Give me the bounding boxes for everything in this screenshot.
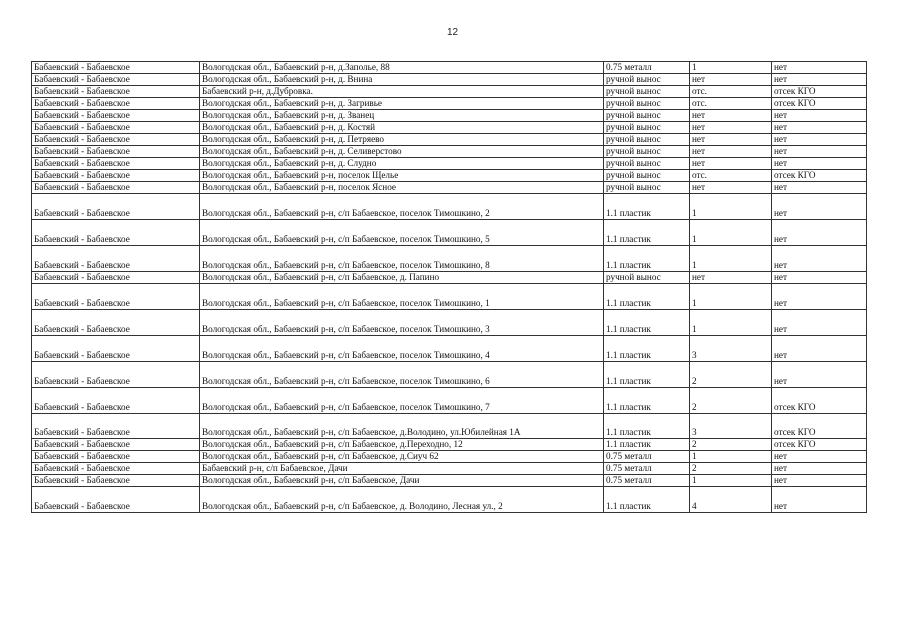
container-type-cell: ручной вынос <box>604 182 690 194</box>
address-cell: Вологодская обл., Бабаевский р-н, поселок Щелье <box>200 170 604 182</box>
container-type-cell: ручной вынос <box>604 110 690 122</box>
table-row <box>32 170 867 182</box>
kgo-cell: нет <box>772 336 867 362</box>
settlement-cell: Бабаевский - Бабаевское <box>32 475 200 487</box>
container-type-cell: 1.1 пластик <box>604 246 690 272</box>
address-cell: Вологодская обл., Бабаевский р-н, поселок Ясное <box>200 182 604 194</box>
table-row <box>32 86 867 98</box>
settlement-cell: Бабаевский - Бабаевское <box>32 310 200 336</box>
kgo-cell: нет <box>772 246 867 272</box>
settlement-cell: Бабаевский - Бабаевское <box>32 336 200 362</box>
settlement-cell: Бабаевский - Бабаевское <box>32 134 200 146</box>
table-row <box>32 134 867 146</box>
kgo-cell: нет <box>772 110 867 122</box>
kgo-cell: отсек КГО <box>772 388 867 414</box>
address-cell: Вологодская обл., Бабаевский р-н, д. Селиверстово <box>200 146 604 158</box>
kgo-cell: нет <box>772 146 867 158</box>
container-count-cell: нет <box>690 146 772 158</box>
table-row <box>32 487 867 513</box>
address-cell: Бабаевский р-н, с/п Бабаевское, Дачи <box>200 463 604 475</box>
kgo-cell: нет <box>772 182 867 194</box>
container-type-cell: 1.1 пластик <box>604 194 690 220</box>
address-cell: Вологодская обл., Бабаевский р-н, д. Костяй <box>200 122 604 134</box>
settlement-cell: Бабаевский - Бабаевское <box>32 451 200 463</box>
container-count-cell: отс. <box>690 98 772 110</box>
container-type-cell: 0.75 металл <box>604 463 690 475</box>
settlement-cell: Бабаевский - Бабаевское <box>32 182 200 194</box>
address-cell: Бабаевский р-н, д.Дубровка. <box>200 86 604 98</box>
container-count-cell: 2 <box>690 439 772 451</box>
table-row <box>32 220 867 246</box>
kgo-cell: нет <box>772 220 867 246</box>
table-row <box>32 414 867 439</box>
address-cell: Вологодская обл., Бабаевский р-н, с/п Бабаевское, поселок Тимошкино, 4 <box>200 336 604 362</box>
address-cell: Вологодская обл., Бабаевский р-н, с/п Бабаевское, поселок Тимошкино, 6 <box>200 362 604 388</box>
container-type-cell: ручной вынос <box>604 98 690 110</box>
container-type-cell: 1.1 пластик <box>604 310 690 336</box>
address-cell: Вологодская обл., Бабаевский р-н, д. Петряево <box>200 134 604 146</box>
container-count-cell: 1 <box>690 62 772 74</box>
settlement-cell: Бабаевский - Бабаевское <box>32 62 200 74</box>
kgo-cell: нет <box>772 475 867 487</box>
container-count-cell: нет <box>690 182 772 194</box>
kgo-cell: нет <box>772 310 867 336</box>
container-count-cell: нет <box>690 110 772 122</box>
kgo-cell: нет <box>772 284 867 310</box>
table-body <box>32 62 867 513</box>
kgo-cell: отсек КГО <box>772 439 867 451</box>
container-type-cell: 0.75 металл <box>604 475 690 487</box>
settlement-cell: Бабаевский - Бабаевское <box>32 170 200 182</box>
address-cell: Вологодская обл., Бабаевский р-н, д.Заполье, 88 <box>200 62 604 74</box>
kgo-cell: нет <box>772 158 867 170</box>
container-count-cell: 3 <box>690 414 772 439</box>
address-cell: Вологодская обл., Бабаевский р-н, с/п Бабаевское, поселок Тимошкино, 5 <box>200 220 604 246</box>
address-cell: Вологодская обл., Бабаевский р-н, с/п Бабаевское, поселок Тимошкино, 8 <box>200 246 604 272</box>
container-count-cell: отс. <box>690 86 772 98</box>
settlement-cell: Бабаевский - Бабаевское <box>32 110 200 122</box>
container-count-cell: нет <box>690 74 772 86</box>
settlement-cell: Бабаевский - Бабаевское <box>32 272 200 284</box>
settlement-cell: Бабаевский - Бабаевское <box>32 74 200 86</box>
container-count-cell: нет <box>690 272 772 284</box>
settlement-cell: Бабаевский - Бабаевское <box>32 98 200 110</box>
address-cell: Вологодская обл., Бабаевский р-н, с/п Бабаевское, д. Папино <box>200 272 604 284</box>
page-number: 12 <box>446 27 459 38</box>
container-type-cell: ручной вынос <box>604 170 690 182</box>
settlement-cell: Бабаевский - Бабаевское <box>32 122 200 134</box>
table-row <box>32 310 867 336</box>
settlement-cell: Бабаевский - Бабаевское <box>32 246 200 272</box>
kgo-cell: нет <box>772 487 867 513</box>
settlement-cell: Бабаевский - Бабаевское <box>32 388 200 414</box>
container-count-cell: 3 <box>690 336 772 362</box>
settlement-cell: Бабаевский - Бабаевское <box>32 146 200 158</box>
kgo-cell: отсек КГО <box>772 414 867 439</box>
kgo-cell: нет <box>772 134 867 146</box>
table-row <box>32 284 867 310</box>
table-row <box>32 246 867 272</box>
container-count-cell: 2 <box>690 463 772 475</box>
container-type-cell: ручной вынос <box>604 158 690 170</box>
table-row <box>32 475 867 487</box>
table-row <box>32 194 867 220</box>
kgo-cell: нет <box>772 451 867 463</box>
address-cell: Вологодская обл., Бабаевский р-н, с/п Бабаевское, д.Переходно, 12 <box>200 439 604 451</box>
container-count-cell: 1 <box>690 284 772 310</box>
container-type-cell: 0.75 металл <box>604 451 690 463</box>
container-count-cell: 1 <box>690 475 772 487</box>
container-type-cell: 0.75 металл <box>604 62 690 74</box>
container-type-cell: ручной вынос <box>604 146 690 158</box>
container-count-cell: 2 <box>690 362 772 388</box>
kgo-cell: отсек КГО <box>772 98 867 110</box>
container-type-cell: 1.1 пластик <box>604 487 690 513</box>
table-row <box>32 336 867 362</box>
kgo-cell: нет <box>772 463 867 475</box>
container-count-cell: нет <box>690 134 772 146</box>
address-cell: Вологодская обл., Бабаевский р-н, с/п Бабаевское, поселок Тимошкино, 2 <box>200 194 604 220</box>
container-type-cell: ручной вынос <box>604 86 690 98</box>
container-type-cell: ручной вынос <box>604 134 690 146</box>
container-type-cell: ручной вынос <box>604 74 690 86</box>
container-count-cell: 1 <box>690 310 772 336</box>
kgo-cell: нет <box>772 194 867 220</box>
table-row <box>32 463 867 475</box>
container-type-cell: 1.1 пластик <box>604 336 690 362</box>
settlement-cell: Бабаевский - Бабаевское <box>32 220 200 246</box>
table-row <box>32 158 867 170</box>
container-count-cell: 1 <box>690 246 772 272</box>
table-row <box>32 451 867 463</box>
table-row <box>32 110 867 122</box>
kgo-cell: нет <box>772 122 867 134</box>
address-cell: Вологодская обл., Бабаевский р-н, с/п Бабаевское, д. Володино, Лесная ул., 2 <box>200 487 604 513</box>
container-count-cell: нет <box>690 122 772 134</box>
address-cell: Вологодская обл., Бабаевский р-н, д. Загривье <box>200 98 604 110</box>
settlement-cell: Бабаевский - Бабаевское <box>32 86 200 98</box>
container-count-cell: 1 <box>690 194 772 220</box>
container-count-cell: 2 <box>690 388 772 414</box>
table-row <box>32 439 867 451</box>
address-cell: Вологодская обл., Бабаевский р-н, д. Слудно <box>200 158 604 170</box>
container-count-cell: 1 <box>690 451 772 463</box>
table-row <box>32 62 867 74</box>
address-cell: Вологодская обл., Бабаевский р-н, с/п Бабаевское, Дачи <box>200 475 604 487</box>
table-row <box>32 98 867 110</box>
settlement-cell: Бабаевский - Бабаевское <box>32 439 200 451</box>
table-row <box>32 362 867 388</box>
kgo-cell: отсек КГО <box>772 170 867 182</box>
settlement-cell: Бабаевский - Бабаевское <box>32 362 200 388</box>
settlement-cell: Бабаевский - Бабаевское <box>32 487 200 513</box>
settlement-cell: Бабаевский - Бабаевское <box>32 463 200 475</box>
container-type-cell: 1.1 пластик <box>604 439 690 451</box>
table-row <box>32 272 867 284</box>
address-cell: Вологодская обл., Бабаевский р-н, д. Внина <box>200 74 604 86</box>
settlement-cell: Бабаевский - Бабаевское <box>32 158 200 170</box>
address-cell: Вологодская обл., Бабаевский р-н, с/п Бабаевское, поселок Тимошкино, 1 <box>200 284 604 310</box>
settlement-cell: Бабаевский - Бабаевское <box>32 284 200 310</box>
table-row <box>32 388 867 414</box>
address-cell: Вологодская обл., Бабаевский р-н, с/п Бабаевское, поселок Тимошкино, 7 <box>200 388 604 414</box>
address-cell: Вологодская обл., Бабаевский р-н, д. Званец <box>200 110 604 122</box>
kgo-cell: нет <box>772 62 867 74</box>
table-row <box>32 74 867 86</box>
container-type-cell: 1.1 пластик <box>604 220 690 246</box>
container-type-cell: 1.1 пластик <box>604 284 690 310</box>
container-type-cell: 1.1 пластик <box>604 362 690 388</box>
settlement-cell: Бабаевский - Бабаевское <box>32 194 200 220</box>
address-cell: Вологодская обл., Бабаевский р-н, с/п Бабаевское, д.Сиуч 62 <box>200 451 604 463</box>
settlement-cell: Бабаевский - Бабаевское <box>32 414 200 439</box>
container-count-cell: нет <box>690 158 772 170</box>
container-type-cell: ручной вынос <box>604 272 690 284</box>
container-count-cell: 4 <box>690 487 772 513</box>
kgo-cell: нет <box>772 74 867 86</box>
table-row <box>32 182 867 194</box>
kgo-cell: отсек КГО <box>772 86 867 98</box>
container-sites-table <box>31 61 867 513</box>
kgo-cell: нет <box>772 362 867 388</box>
address-cell: Вологодская обл., Бабаевский р-н, с/п Бабаевское, д.Володино, ул.Юбилейная 1А <box>200 414 604 439</box>
table-row <box>32 122 867 134</box>
container-type-cell: 1.1 пластик <box>604 414 690 439</box>
address-cell: Вологодская обл., Бабаевский р-н, с/п Бабаевское, поселок Тимошкино, 3 <box>200 310 604 336</box>
container-type-cell: 1.1 пластик <box>604 388 690 414</box>
table-row <box>32 146 867 158</box>
container-type-cell: ручной вынос <box>604 122 690 134</box>
container-count-cell: 1 <box>690 220 772 246</box>
kgo-cell: нет <box>772 272 867 284</box>
container-count-cell: отс. <box>690 170 772 182</box>
